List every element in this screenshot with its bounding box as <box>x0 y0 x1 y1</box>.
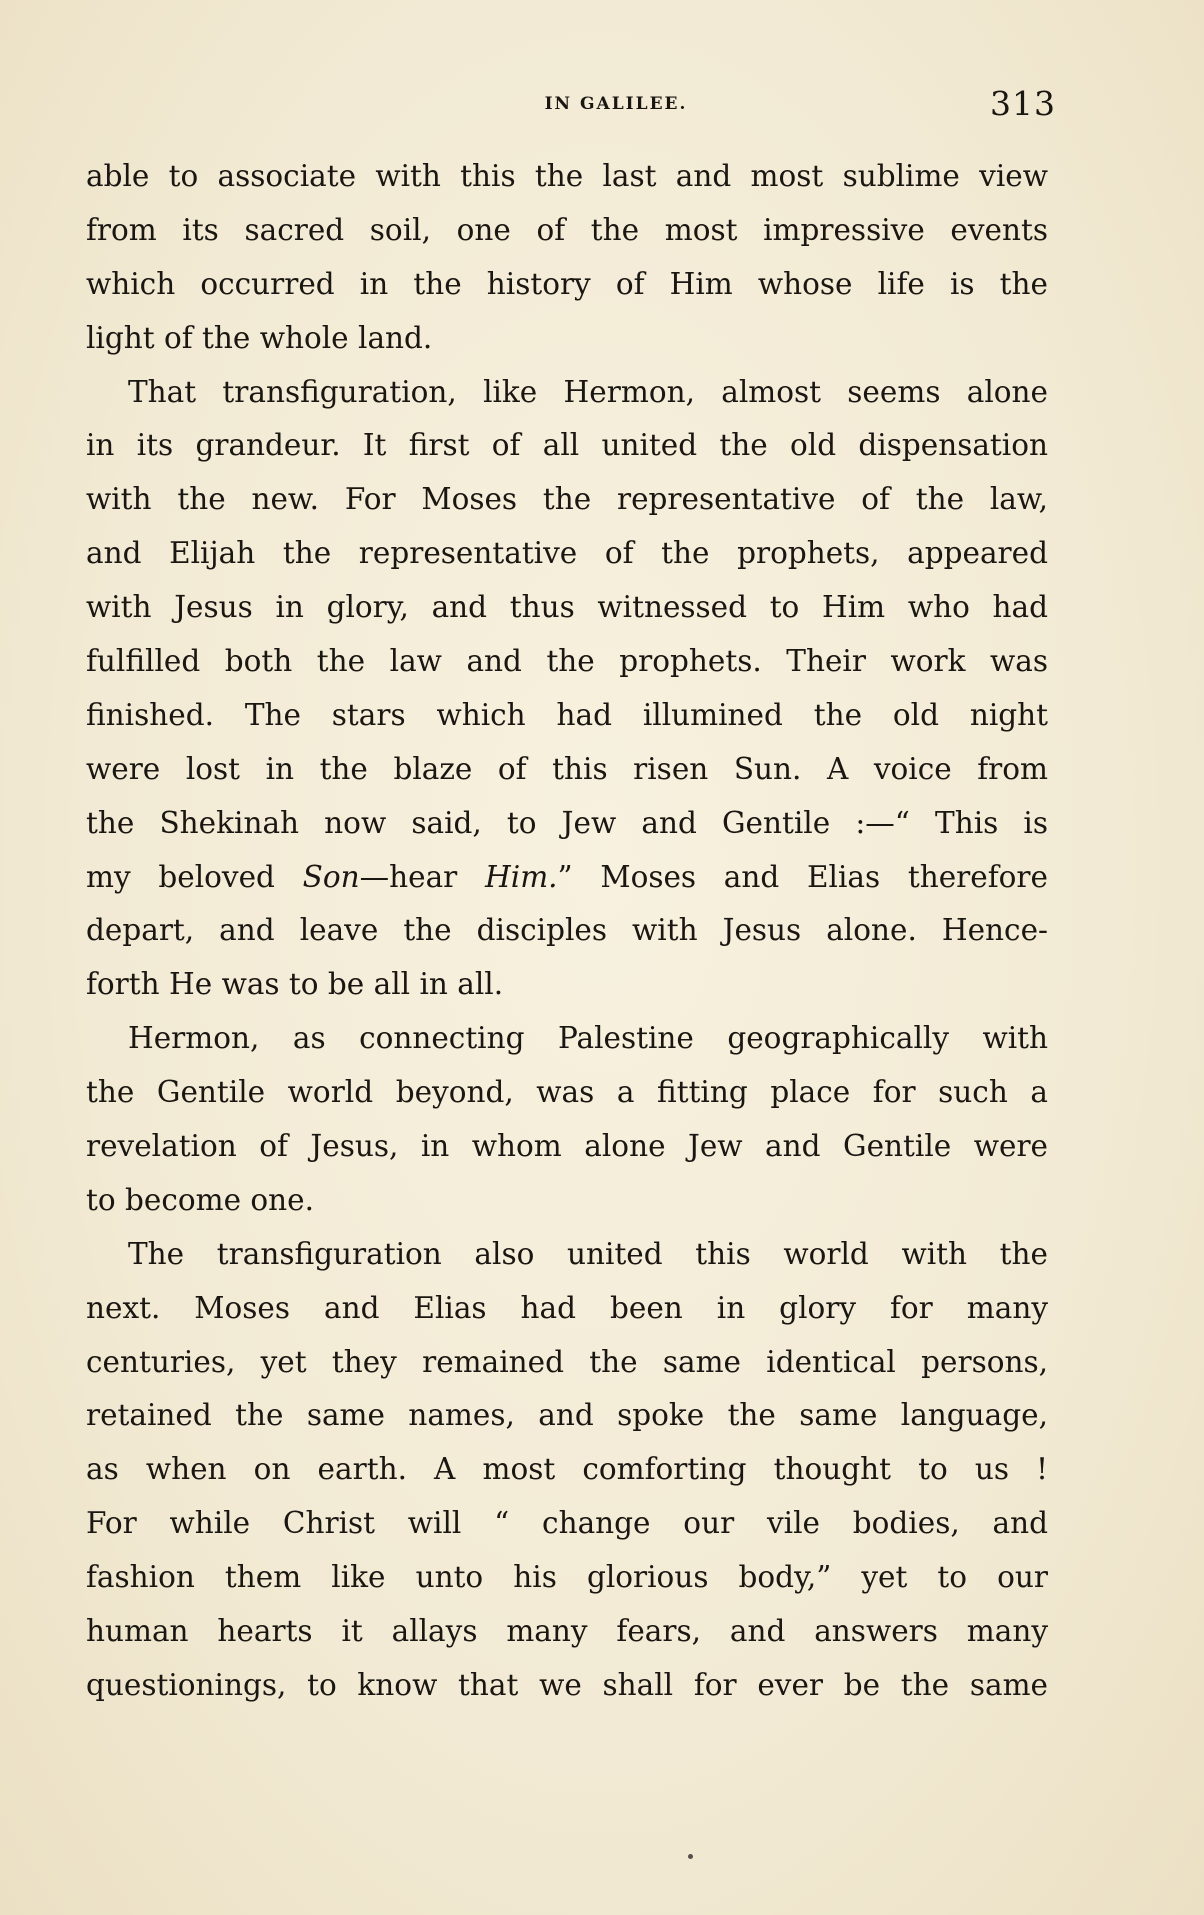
text-line: with the new. For Moses the representative of the law, <box>86 482 1048 517</box>
text-line: able to associate with this the last and most sublime view <box>86 159 1048 193</box>
italic-word-him: Him. <box>485 859 558 894</box>
text-line: The transfiguration also united this world with the <box>128 1236 1048 1271</box>
text-line: light of the whole land. <box>86 320 433 355</box>
text-line: with Jesus in glory, and thus witnessed to Him who had <box>86 590 1048 625</box>
text-line-with-italics <box>86 851 1048 905</box>
text-line: as when on earth. A most comforting thought to us ! <box>86 1452 1048 1487</box>
text-line: the Gentile world beyond, was a fitting place for such a <box>86 1075 1048 1110</box>
text-line: questionings, to know that we shall for ever be the same <box>86 1667 1048 1702</box>
text-segment: ” Moses and Elias therefore <box>557 859 1048 894</box>
text-line: from its sacred soil, one of the most impressive events <box>86 212 1048 247</box>
text-line: human hearts it allays many fears, and answers many <box>86 1614 1048 1649</box>
text-line: centuries, yet they remained the same identical persons, <box>86 1344 1048 1379</box>
text-line: revelation of Jesus, in whom alone Jew and Gentile were <box>86 1129 1048 1164</box>
text-line: and Elijah the representative of the prophets, appeared <box>86 536 1048 571</box>
italic-word-son: Son <box>302 859 360 894</box>
text-line: to become one. <box>86 1182 315 1217</box>
text-line: in its grandeur. It first of all united the old dispensation <box>86 428 1048 463</box>
text-segment: my beloved <box>86 859 303 894</box>
text-line: That transfiguration, like Hermon, almost seems alone <box>128 374 1048 409</box>
text-line: depart, and leave the disciples with Jesus alone. Hence- <box>86 913 1048 948</box>
page-number: 313 <box>990 84 1056 123</box>
text-line: retained the same names, and spoke the same language, <box>86 1398 1048 1433</box>
body-text <box>86 150 1048 1713</box>
text-line: fashion them like unto his glorious body,” yet to our <box>86 1560 1048 1595</box>
text-line: For while Christ will “ change our vile bodies, and <box>86 1506 1048 1541</box>
text-line: the Shekinah now said, to Jew and Gentile :—“ This is <box>86 805 1048 840</box>
text-line: fulfilled both the law and the prophets. Their work was <box>86 644 1048 679</box>
ink-speck <box>688 1854 693 1859</box>
running-head <box>0 84 1204 124</box>
text-line: next. Moses and Elias had been in glory for many <box>86 1290 1048 1325</box>
text-line: forth He was to be all in all. <box>86 967 504 1002</box>
text-line: were lost in the blaze of this risen Sun. A voice from <box>86 751 1048 786</box>
text-line: which occurred in the history of Him whose life is the <box>86 266 1048 301</box>
text-line: Hermon, as connecting Palestine geographically with <box>128 1021 1048 1056</box>
running-head-title: IN GALILEE. <box>544 94 688 114</box>
text-segment: —hear <box>359 859 486 894</box>
text-line: finished. The stars which had illumined the old night <box>86 697 1048 732</box>
